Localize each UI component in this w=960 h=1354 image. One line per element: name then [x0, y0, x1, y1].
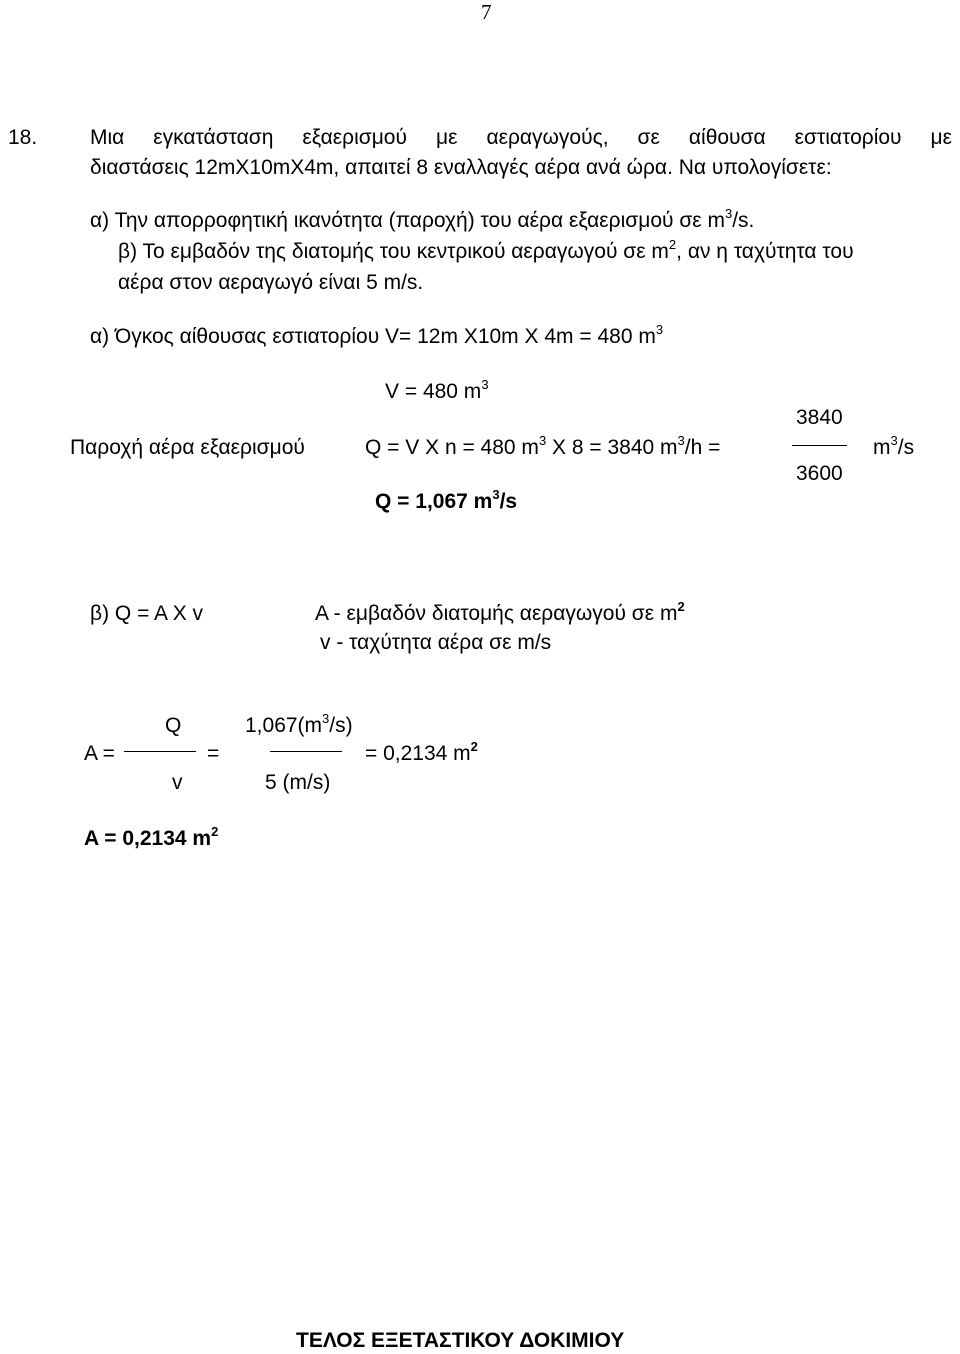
- area-result: = 0,2134 $m^2$: [365, 739, 478, 765]
- fraction1-denominator: v: [172, 771, 183, 794]
- equals-sign: =: [207, 742, 220, 765]
- formula-b: β) Q = A X v: [90, 602, 204, 625]
- question-a: α) Την απορροφητική ικανότητα (παροχή) του αέρα εξαερισμού σε $m^3/s$.: [90, 206, 755, 232]
- volume-line: α) Όγκος αίθουσας εστιατορίου V= 12m X10m X 4m = 480 $m^3$: [90, 322, 664, 348]
- final-answer: A = 0,2134 $m^2$: [84, 824, 219, 850]
- fraction2-numerator: $1,067(m^3/s)$: [245, 711, 353, 737]
- fraction-bar-flow: [792, 445, 847, 446]
- fraction-numerator-3840: 3840: [796, 406, 843, 429]
- fraction-denominator-3600: 3600: [796, 462, 843, 485]
- a-equals: A =: [84, 742, 115, 765]
- flow-unit: $m^3/s$: [873, 433, 915, 459]
- question-b-line-2: αέρα στον αεραγωγό είναι 5 m/s.: [118, 271, 424, 294]
- flow-result: Q = 1,067 $m^3/s$: [375, 487, 518, 513]
- fraction2-denominator: 5 (m/s): [265, 771, 331, 794]
- page-number: 7: [481, 0, 492, 24]
- fraction1-numerator: Q: [165, 714, 182, 737]
- fraction-bar-1: [124, 751, 196, 752]
- problem-number: 18.: [8, 126, 38, 149]
- flow-label: Παροχή αέρα εξαερισμού: [70, 436, 305, 459]
- question-b-line-1: β) Το εμβαδόν της διατομής του κεντρικού αεραγωγού σε $m^2$, αν η ταχύτητα του: [118, 237, 854, 263]
- definition-a: A - εμβαδόν διατομής αεραγωγού σε $m^2$: [315, 599, 685, 625]
- problem-line-1: Μια εγκατάσταση εξαερισμού με αεραγωγούς, σε αίθουσα εστιατορίου με: [90, 126, 952, 149]
- problem-line-2: διαστάσεις 12mX10mX4m, απαιτεί 8 εναλλαγές αέρα ανά ώρα. Να υπολογίσετε:: [90, 156, 832, 179]
- end-of-exam-title: ΤΕΛΟΣ ΕΞΕΤΑΣΤΙΚΟΥ ΔΟΚΙΜΙΟΥ: [296, 1329, 625, 1352]
- volume-result: V = 480 $m^3$: [385, 377, 489, 403]
- fraction-bar-2: [270, 751, 342, 752]
- flow-equation: Q = V X n = 480 $m^3$ X 8 = 3840 $m^3/h$ =: [365, 433, 721, 459]
- definition-v: v - ταχύτητα αέρα σε m/s: [320, 631, 552, 654]
